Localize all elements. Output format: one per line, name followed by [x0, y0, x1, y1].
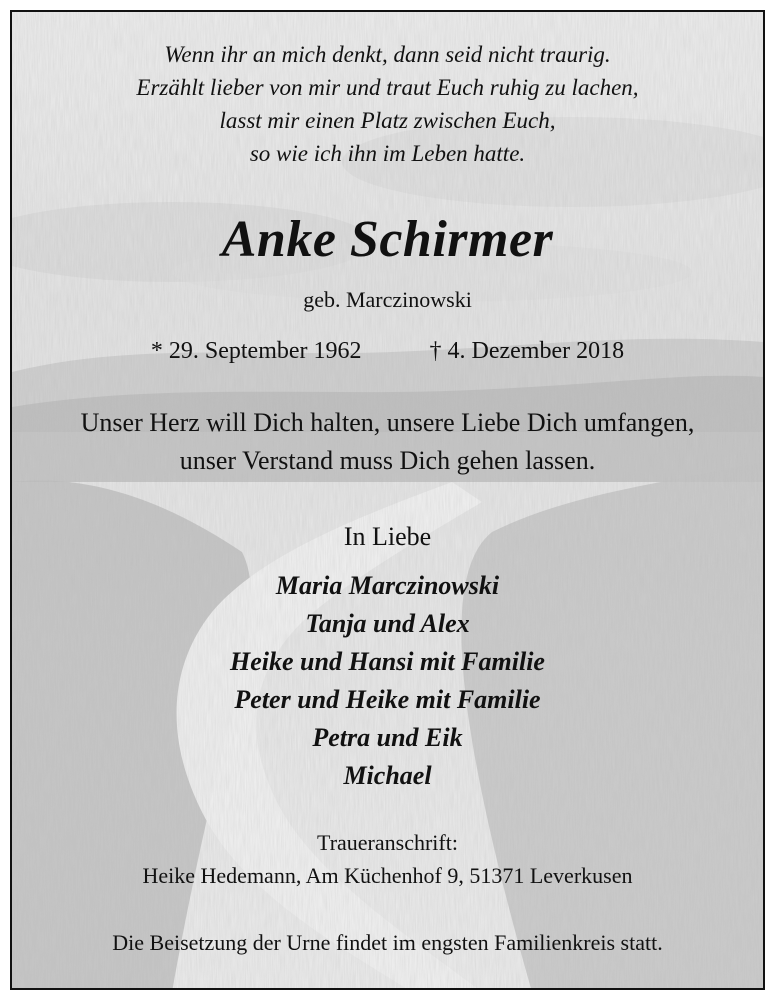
- poem-line: Wenn ihr an mich denkt, dann seid nicht traurig.: [164, 42, 611, 67]
- verse-line: Unser Herz will Dich halten, unsere Liebe Dich umfangen,: [80, 408, 695, 437]
- verse-line: unser Verstand muss Dich gehen lassen.: [179, 446, 596, 475]
- birth-date: * 29. September 1962: [150, 338, 362, 364]
- birth-name: geb. Marczinowski: [303, 287, 472, 312]
- obituary-card: [10, 10, 765, 990]
- burial-note: Die Beisetzung der Urne findet im engsten Familienkreis statt.: [112, 930, 663, 955]
- mourning-address-label: Traueranschrift:: [317, 830, 458, 855]
- mourner-name: Tanja und Alex: [305, 609, 470, 638]
- poem-line: Erzählt lieber von mir und traut Euch ruhig zu lachen,: [136, 75, 639, 100]
- poem-line: so wie ich ihn im Leben hatte.: [249, 141, 526, 166]
- death-date: † 4. Dezember 2018: [429, 338, 625, 364]
- mourner-name: Heike und Hansi mit Familie: [230, 647, 545, 676]
- mourner-name: Peter und Heike mit Familie: [234, 685, 541, 714]
- life-dates: [12, 338, 763, 365]
- deceased-name: Anke Schirmer: [221, 211, 554, 268]
- mourning-address: Heike Hedemann, Am Küchenhof 9, 51371 Leverkusen: [142, 863, 633, 888]
- mourner-name: Maria Marczinowski: [275, 571, 500, 600]
- poem-line: lasst mir einen Platz zwischen Euch,: [219, 108, 556, 133]
- mourner-name: Petra und Eik: [312, 723, 463, 752]
- in-love-label: In Liebe: [343, 522, 432, 551]
- mourner-name: Michael: [343, 761, 432, 790]
